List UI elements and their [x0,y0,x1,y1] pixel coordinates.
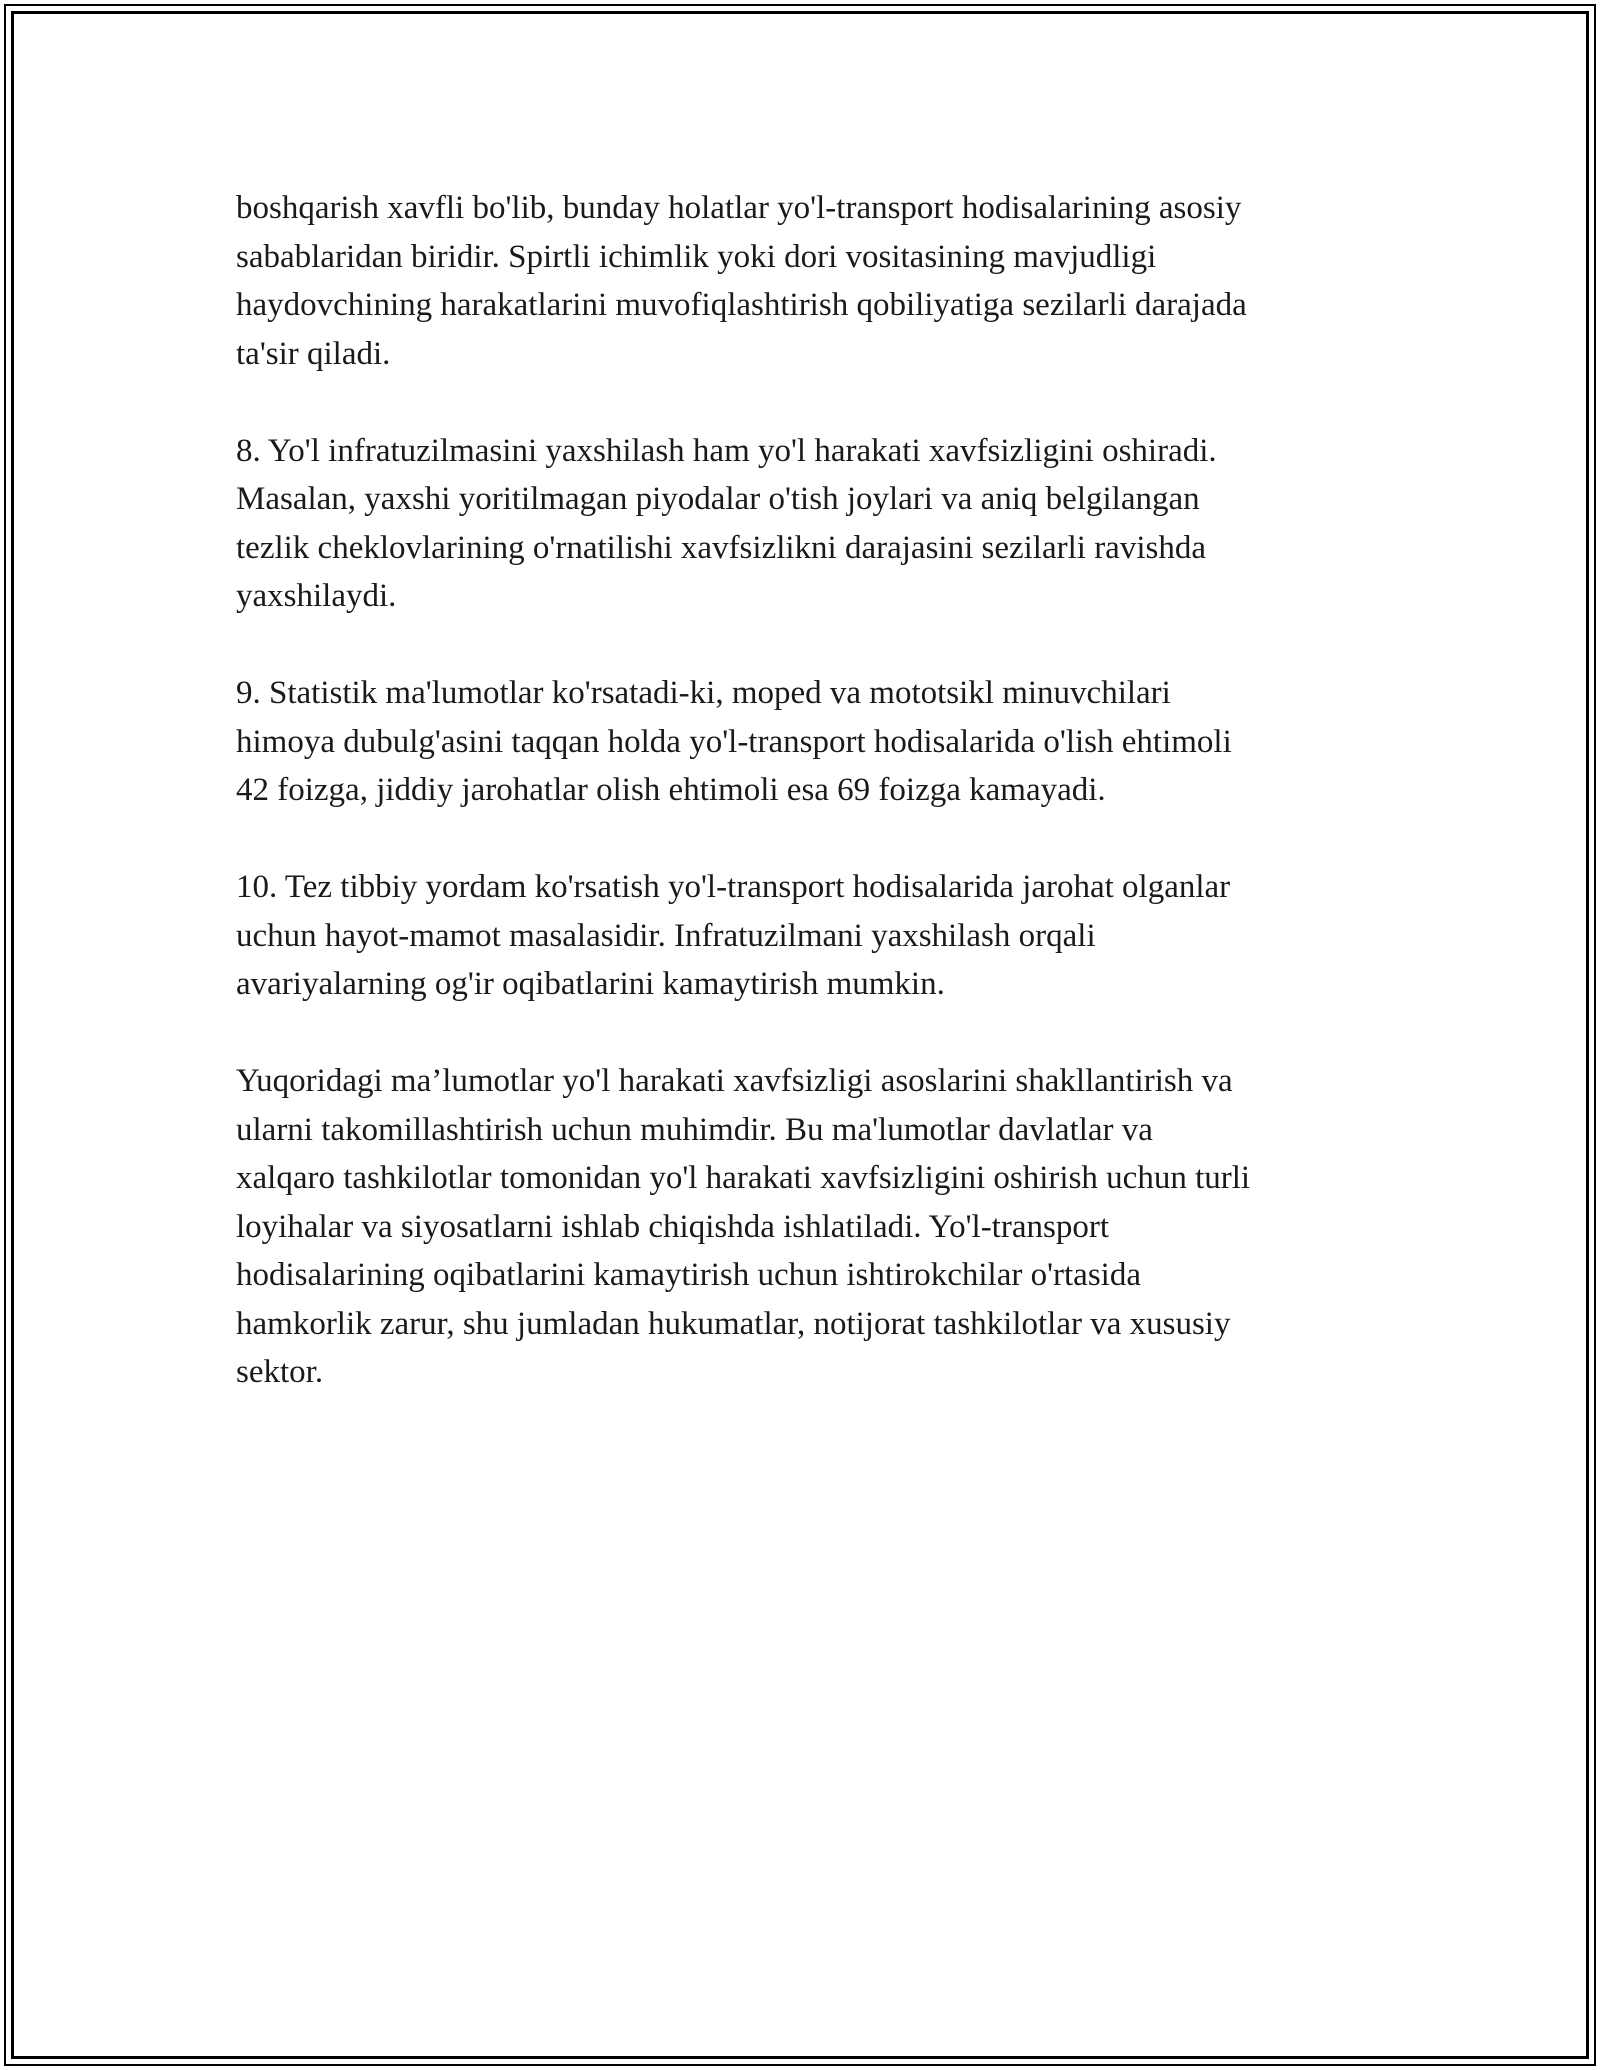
text-line: himoya dubulg'asini taqqan holda yo'l-transport hodisalarida o'lish ehtimoli [236,723,1232,760]
paragraph-item-10 [236,863,1376,1009]
text-line: hamkorlik zarur, shu jumladan hukumatlar, notijorat tashkilotlar va xususiy [236,1305,1231,1342]
paragraph-alcohol [236,184,1376,378]
text-line: hodisalarining oqibatlarini kamaytirish uchun ishtirokchilar o'rtasida [236,1257,1141,1293]
document-body [236,184,1376,1445]
text-line: avariyalarning og'ir oqibatlarini kamaytirish mumkin. [236,966,945,1002]
paragraph-item-8 [236,427,1376,621]
text-line: 8. Yo'l infratuzilmasini yaxshilash ham yo'l harakati xavfsizligini oshiradi. [236,432,1217,469]
text-line: uchun hayot-mamot masalasidir. Infratuzilmani yaxshilash orqali [236,917,1096,954]
text-line: ta'sir qiladi. [236,335,391,372]
text-line: loyihalar va siyosatlarni ishlab chiqishda ishlatiladi. Yo'l-transport [236,1208,1109,1245]
text-line: Masalan, yaxshi yoritilmagan piyodalar o'tish joylari va aniq belgilangan [236,481,1200,517]
text-line: haydovchining harakatlarini muvofiqlashtirish qobiliyatiga sezilarli darajada [236,287,1247,323]
text-line: Yuqoridagi ma’lumotlar yo'l harakati xavfsizligi asoslarini shakllantirish va [236,1063,1233,1099]
text-line: 10. Tez tibbiy yordam ko'rsatish yo'l-transport hodisalarida jarohat olganlar [236,869,1231,905]
text-line: 9. Statistik ma'lumotlar ko'rsatadi-ki, moped va mototsikl minuvchilari [236,675,1171,711]
text-line: yaxshilaydi. [236,578,397,614]
paragraph-conclusion [236,1057,1376,1397]
text-line: ularni takomillashtirish uchun muhimdir. Bu ma'lumotlar davlatlar va [236,1111,1153,1148]
text-line: sektor. [236,1354,324,1390]
text-line: 42 foizga, jiddiy jarohatlar olish ehtimoli esa 69 foizga kamayadi. [236,772,1106,808]
text-line: sabablaridan biridir. Spirtli ichimlik yoki dori vositasining mavjudligi [236,238,1157,275]
text-line: xalqaro tashkilotlar tomonidan yo'l harakati xavfsizligini oshirish uchun turli [236,1160,1251,1196]
paragraph-item-9 [236,669,1376,815]
text-line: boshqarish xavfli bo'lib, bunday holatlar yo'l-transport hodisalarining asosiy [236,190,1242,226]
text-line: tezlik cheklovlarining o'rnatilishi xavfsizlikni darajasini sezilarli ravishda [236,529,1206,566]
